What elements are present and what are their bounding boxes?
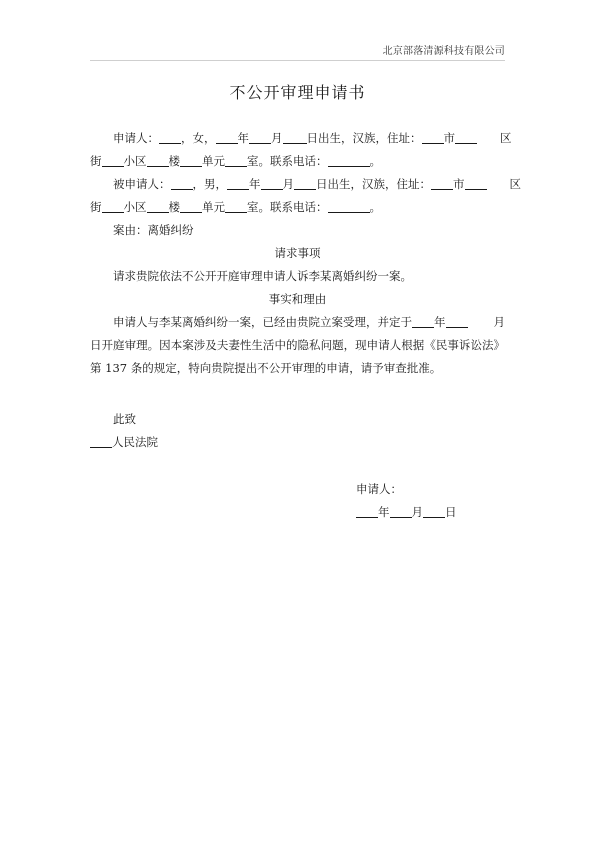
sign-day-blank (423, 504, 445, 518)
sign-day-label: 日 (445, 505, 457, 519)
applicant-district-blank (455, 130, 477, 144)
respondent-building-label: 楼 (168, 200, 180, 214)
respondent-street-label: 街 (90, 200, 102, 214)
applicant-district-label: 区 (500, 131, 512, 145)
closing-court-line (90, 431, 158, 454)
signature-block (356, 478, 457, 524)
applicant-building-blank (180, 153, 202, 167)
respondent-unit-blank (225, 199, 247, 213)
respondent-unit-label: 单元 (202, 200, 225, 214)
signature-date (356, 501, 457, 524)
respondent-label: 被申请人： (113, 177, 171, 191)
respondent-phone-blank (328, 199, 370, 213)
applicant-name-blank (159, 130, 181, 144)
applicant-month-label: 月 (271, 131, 283, 145)
applicant-line-1 (90, 127, 512, 150)
applicant-birth-month-blank (249, 130, 271, 144)
applicant-city-blank (422, 130, 444, 144)
respondent-period: 。 (369, 200, 381, 214)
applicant-period: 。 (369, 154, 381, 168)
applicant-birth-year-blank (216, 130, 238, 144)
facts-heading: 事实和理由 (268, 292, 327, 306)
applicant-line-2 (90, 150, 505, 173)
applicant-city-label: 市 (443, 131, 455, 145)
respondent-district-blank (465, 176, 487, 190)
document-body (90, 127, 521, 380)
applicant-birth-suffix: 日出生，汉族，住址： (306, 131, 422, 145)
applicant-phone-label: 室。联系电话： (247, 154, 328, 168)
applicant-building-label: 楼 (168, 154, 180, 168)
hearing-year-blank (412, 314, 434, 328)
applicant-unit-blank (225, 153, 247, 167)
respondent-building-blank (180, 199, 202, 213)
header-divider (90, 60, 505, 61)
applicant-label: 申请人： (113, 131, 159, 145)
hearing-month-blank (446, 314, 468, 328)
respondent-name-blank (171, 176, 193, 190)
request-text: 请求贵院依法不公开开庭审理申请人诉李某离婚纠纷一案。 (113, 269, 412, 283)
request-heading: 请求事项 (274, 246, 321, 260)
respondent-city-label: 市 (453, 177, 465, 191)
facts-intro: 申请人与李某离婚纠纷一案，已经由贵院立案受理，并定于 (113, 315, 412, 329)
applicant-year-label: 年 (237, 131, 249, 145)
sign-month-label: 月 (411, 505, 423, 519)
applicant-gender: ，女， (181, 131, 216, 145)
applicant-birth-day-blank (283, 130, 307, 144)
respondent-birth-year-blank (227, 176, 249, 190)
respondent-line-2 (90, 196, 505, 219)
respondent-phone-label: 室。联系电话： (247, 200, 328, 214)
respondent-district-label: 区 (509, 177, 521, 191)
court-label: 人民法院 (112, 435, 158, 449)
facts-body: 日开庭审理。因本案涉及夫妻性生活中的隐私问题，现申请人根据《民事诉讼法》第 137 条的规定，特向贵院提出不公开审理的申请，请予审查批准。 (90, 338, 505, 375)
sign-month-blank (390, 504, 412, 518)
closing-block (90, 408, 158, 454)
case-cause: 案由：离婚纠纷 (113, 223, 194, 237)
respondent-birth-month-blank (261, 176, 283, 190)
respondent-month-label: 月 (282, 177, 294, 191)
header-company-name: 北京部落清源科技有限公司 (382, 46, 505, 57)
applicant-street-blank (102, 153, 124, 167)
respondent-birth-suffix: 日出生，汉族，住址： (316, 177, 431, 191)
respondent-street-blank (102, 199, 124, 213)
applicant-street-label: 街 (90, 154, 102, 168)
closing-salute: 此致 (113, 412, 136, 426)
respondent-birth-day-blank (294, 176, 316, 190)
hearing-year-label: 年 (434, 315, 446, 329)
respondent-community-label: 小区 (123, 200, 147, 214)
sign-year-label: 年 (378, 505, 390, 519)
applicant-community-label: 小区 (123, 154, 147, 168)
sign-year-blank (356, 504, 378, 518)
respondent-gender: ，男， (192, 177, 227, 191)
applicant-unit-label: 单元 (202, 154, 225, 168)
respondent-line-1 (90, 173, 521, 196)
applicant-community-blank (147, 153, 169, 167)
respondent-year-label: 年 (249, 177, 261, 191)
facts-line-1 (90, 311, 505, 334)
respondent-community-blank (147, 199, 169, 213)
applicant-phone-blank (328, 153, 370, 167)
signature-applicant: 申请人： (356, 482, 402, 496)
respondent-city-blank (431, 176, 453, 190)
court-name-blank (90, 434, 112, 448)
hearing-month-label: 月 (493, 315, 505, 329)
document-title: 不公开审理申请书 (229, 83, 366, 102)
